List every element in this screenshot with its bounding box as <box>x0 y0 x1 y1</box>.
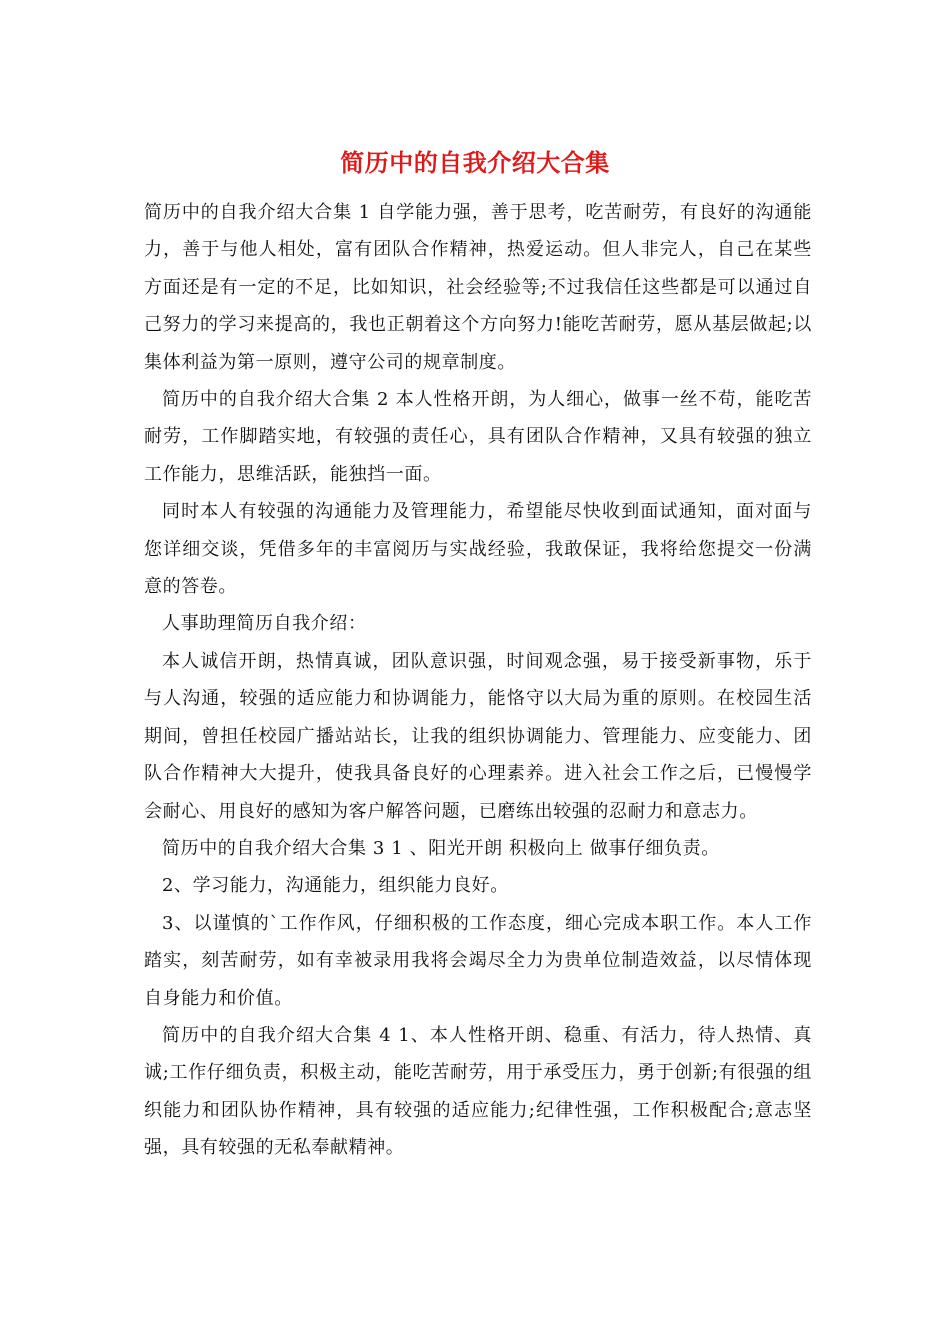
paragraph-intro-1: 简历中的自我介绍大合集 1 自学能力强，善于思考，吃苦耐劳，有良好的沟通能力，善于与他人相处，富有团队合作精神，热爱运动。但人非完人，自己在某些方面还是有一定的不足，比如知识，社会经验等;不过我信任这些都是可以通过自己努力的学习来提高的，我也正朝着这个方向努力!能吃苦耐劳，愿从基层做起;以集体利益为第一原则，遵守公司的规章制度。 <box>144 202 812 373</box>
document-title: 简历中的自我介绍大合集 <box>340 148 610 177</box>
document-body <box>144 194 812 1167</box>
paragraph-hr-intro: 本人诚信开朗，热情真诚，团队意识强，时间观念强，易于接受新事物，乐于与人沟通，较强的适应能力和协调能力，能恪守以大局为重的原则。在校园生活期间，曾担任校园广播站站长，让我的组织协调能力、管理能力、应变能力、团队合作精神大大提升，使我具备良好的心理素养。进入社会工作之后，已慢慢学会耐心、用良好的感知为客户解答问题，已磨练出较强的忍耐力和意志力。 <box>144 650 812 822</box>
paragraph-hr-heading: 人事助理简历自我介绍： <box>162 613 367 635</box>
paragraph-communication: 同时本人有较强的沟通能力及管理能力，希望能尽快收到面试通知，面对面与您详细交谈，凭借多年的丰富阅历与实战经验，我敢保证，我将给您提交一份满意的答卷。 <box>144 501 812 598</box>
paragraph-item-2: 2、学习能力，沟通能力，组织能力良好。 <box>162 875 509 897</box>
paragraph-intro-4: 简历中的自我介绍大合集 4 1、本人性格开朗、稳重、有活力，待人热情、真诚;工作仔细负责，积极主动，能吃苦耐劳，用于承受压力，勇于创新;有很强的组织能力和团队协作精神，具有较强的适应能力;纪律性强，工作积极配合;意志坚强，具有较强的无私奉献精神。 <box>144 1024 812 1159</box>
paragraph-intro-3: 简历中的自我介绍大合集 3 1 、阳光开朗 积极向上 做事仔细负责。 <box>162 837 720 859</box>
paragraph-item-3: 3、以谨慎的`工作作风，仔细积极的工作态度，细心完成本职工作。本人工作踏实，刻苦耐劳，如有幸被录用我将会竭尽全力为贵单位制造效益，以尽情体现自身能力和价值。 <box>144 912 812 1009</box>
paragraph-intro-2: 简历中的自我介绍大合集 2 本人性格开朗，为人细心，做事一丝不苟，能吃苦耐劳，工作脚踏实地，有较强的责任心，具有团队合作精神，又具有较强的独立工作能力，思维活跃，能独挡一面。 <box>144 389 812 485</box>
